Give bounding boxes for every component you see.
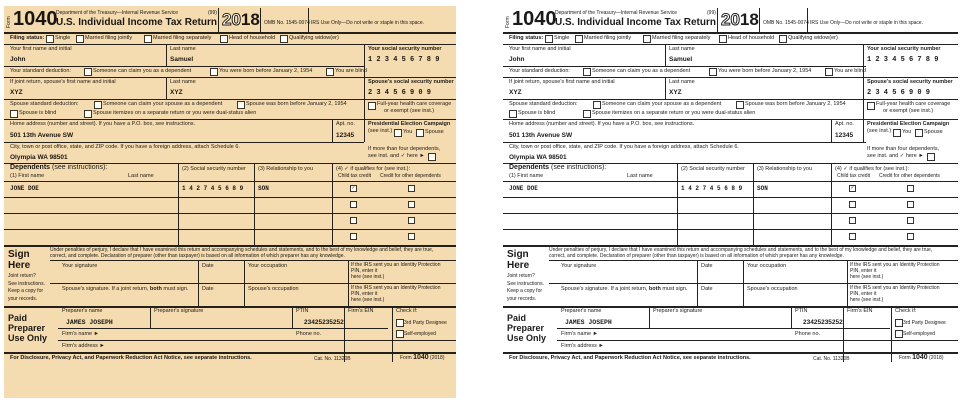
filing-status-head-household-checkbox[interactable] bbox=[220, 35, 228, 43]
third-party-label: 3rd Party Designee bbox=[404, 320, 447, 326]
dependent-label: Someone can claim you as a dependent bbox=[592, 68, 691, 74]
other-dependent-credit-checkbox[interactable] bbox=[907, 233, 914, 240]
city-label: City, town or post office, state, and ZIP code. If you have a foreign address, attach Schedule 6. bbox=[509, 144, 739, 150]
dependents-col-qualifies: (4) ✓ if qualifies for (see inst.): bbox=[336, 166, 410, 172]
perjury-statement-line1: Under penalties of perjury, I declare that I have examined this return and accompanying schedules and statements, and to the best of my knowledge and belief, they are true, bbox=[50, 247, 434, 253]
city-field[interactable]: Olympia WA 98501 bbox=[509, 154, 567, 161]
blind-label: You are blind bbox=[834, 68, 866, 74]
preparer-signature-label[interactable]: Preparer's signature bbox=[154, 308, 204, 314]
city-field[interactable]: Olympia WA 98501 bbox=[10, 154, 68, 161]
city-label: City, town or post office, state, and ZIP code. If you have a foreign address, attach Schedule 6. bbox=[10, 144, 240, 150]
tax-year: 2018 bbox=[721, 10, 759, 29]
last-name-label: Last name bbox=[669, 46, 695, 52]
campaign-spouse-checkbox[interactable] bbox=[915, 129, 923, 137]
home-address-label: Home address (number and street). If you have a P.O. box, see instructions. bbox=[509, 121, 695, 127]
blind-checkbox[interactable] bbox=[326, 68, 334, 76]
last-name-field[interactable]: Samuel bbox=[669, 56, 693, 63]
your-signature-label[interactable]: Your signature bbox=[561, 263, 597, 269]
filing-status-married-jointly-label: Married filing jointly bbox=[85, 35, 133, 41]
child-tax-credit-checkbox[interactable]: ✓ bbox=[850, 185, 855, 191]
dependents-col-other-credit: Credit for other dependents bbox=[380, 173, 441, 179]
filing-status-married-jointly-checkbox[interactable] bbox=[575, 35, 583, 43]
dependents-col-relationship: (3) Relationship to you bbox=[258, 166, 314, 172]
firm-ein-label: Firm's EIN bbox=[847, 308, 873, 314]
footer-notice: For Disclosure, Privacy Act, and Paperwork Reduction Act Notice, see separate instructions. bbox=[10, 355, 252, 361]
filing-status-single-label: Single bbox=[554, 35, 570, 41]
firm-address-label[interactable]: Firm's address ► bbox=[561, 343, 604, 349]
third-party-checkbox[interactable] bbox=[396, 319, 404, 327]
spouse-pin-note: If the IRS sent you an Identity Protection PIN, enter it here (see inst.) bbox=[351, 285, 441, 303]
spouse-date-label[interactable]: Date bbox=[701, 286, 713, 292]
born-before-label: You were born before January 2, 1954 bbox=[219, 68, 313, 74]
spouse-dependent-checkbox[interactable] bbox=[593, 101, 601, 109]
filing-status-head-household-checkbox[interactable] bbox=[719, 35, 727, 43]
filing-status-widow-checkbox[interactable] bbox=[280, 35, 288, 43]
spouse-blind-checkbox[interactable] bbox=[10, 110, 18, 118]
paid-preparer-title: Paid Preparer Use Only bbox=[8, 313, 48, 343]
child-tax-credit-checkbox[interactable]: ✓ bbox=[351, 185, 356, 191]
spouse-ssn-label: Spouse's social security number bbox=[867, 79, 953, 85]
filing-status-single-checkbox[interactable] bbox=[545, 35, 553, 43]
campaign-you-checkbox[interactable] bbox=[394, 129, 402, 137]
form-label: Form bbox=[6, 16, 12, 28]
dependents-col-first: (1) First name bbox=[10, 173, 45, 179]
dependent-label: Someone can claim you as a dependent bbox=[93, 68, 192, 74]
dependents-title: Dependents (see instructions): bbox=[10, 164, 108, 171]
other-dependent-credit-checkbox[interactable] bbox=[408, 201, 415, 208]
child-tax-credit-checkbox[interactable] bbox=[849, 201, 856, 208]
spouse-born-before-checkbox[interactable] bbox=[736, 101, 744, 109]
spouse-dependent-label: Someone can claim your spouse as a dependent bbox=[103, 101, 223, 107]
spouse-ssn-field[interactable]: 2 3 4 5 6 9 0 9 bbox=[368, 89, 432, 97]
first-name-label: Your first name and initial bbox=[509, 46, 571, 52]
home-address-field[interactable]: 501 13th Avenue SW bbox=[10, 132, 74, 139]
preparer-name-field[interactable]: JAMES JOSEPH bbox=[66, 319, 113, 326]
self-employed-label: Self-employed bbox=[404, 331, 436, 337]
more-dependents-line2: see inst. and ✓ here ► bbox=[867, 153, 924, 159]
preparer-name-label: Preparer's name bbox=[62, 308, 103, 314]
spouse-last-name-label: Last name bbox=[669, 79, 695, 85]
spouse-born-before-label: Spouse was born before January 2, 1954 bbox=[745, 101, 846, 107]
health-care-checkbox[interactable] bbox=[368, 102, 376, 110]
third-party-checkbox[interactable] bbox=[895, 319, 903, 327]
ssn-field[interactable]: 1 2 3 4 5 6 7 8 9 bbox=[368, 56, 440, 64]
spouse-signature-label[interactable]: Spouse's signature. If a joint return, both must sign. bbox=[62, 286, 189, 292]
first-name-label: Your first name and initial bbox=[10, 46, 72, 52]
form-number: 1040 bbox=[512, 8, 557, 30]
date-label[interactable]: Date bbox=[701, 263, 713, 269]
dependent-ssn-field[interactable]: 1 4 2 7 4 5 6 8 9 bbox=[681, 185, 743, 192]
apt-field[interactable]: 12345 bbox=[336, 132, 355, 139]
campaign-you-checkbox[interactable] bbox=[893, 129, 901, 137]
more-dependents-line1: If more than four dependents, bbox=[867, 146, 940, 152]
form-title: U.S. Individual Income Tax Return bbox=[555, 17, 716, 28]
spouse-itemizes-checkbox[interactable] bbox=[583, 110, 591, 118]
child-tax-credit-checkbox[interactable] bbox=[350, 201, 357, 208]
spouse-first-name-field[interactable]: XYZ bbox=[10, 89, 23, 96]
first-name-field[interactable]: John bbox=[10, 56, 26, 63]
perjury-statement-line2: correct, and complete. Declaration of preparer (other than taxpayer) is based on all information of which preparer has any knowledge. bbox=[549, 253, 844, 259]
tax-year: 2018 bbox=[222, 10, 260, 29]
phone-label[interactable]: Phone no. bbox=[795, 331, 821, 337]
spouse-occupation-label[interactable]: Spouse's occupation bbox=[747, 286, 798, 292]
campaign-inst: (see inst.) bbox=[867, 128, 892, 134]
check-if-label: Check if: bbox=[396, 308, 418, 314]
dependent-name-field[interactable]: JONE DOE bbox=[10, 185, 39, 192]
health-care-label-line1: Full-year health care coverage bbox=[377, 101, 452, 107]
firm-ein-label: Firm's EIN bbox=[348, 308, 374, 314]
self-employed-checkbox[interactable] bbox=[895, 330, 903, 338]
form-copy-left bbox=[4, 6, 456, 398]
form-number: 1040 bbox=[13, 8, 58, 30]
filing-status-married-separately-checkbox[interactable] bbox=[144, 35, 152, 43]
ssn-label: Your social security number bbox=[867, 46, 941, 52]
date-label[interactable]: Date bbox=[202, 263, 214, 269]
self-employed-checkbox[interactable] bbox=[396, 330, 404, 338]
health-care-label-line2: or exempt (see inst.) bbox=[883, 108, 934, 114]
filing-status-single-label: Single bbox=[55, 35, 71, 41]
pin-note: If the IRS sent you an Identity Protection PIN, enter it here (see inst.) bbox=[351, 262, 441, 280]
ssn-field[interactable]: 1 2 3 4 5 6 7 8 9 bbox=[867, 56, 939, 64]
your-occupation-label[interactable]: Your occupation bbox=[248, 263, 288, 269]
sign-side-note: Joint return? See instructions. Keep a copy for your records. bbox=[8, 273, 45, 302]
footer-cat-no: Cat. No. 11320B bbox=[813, 356, 850, 362]
spouse-born-before-label: Spouse was born before January 2, 1954 bbox=[246, 101, 347, 107]
sign-side-note: Joint return? See instructions. Keep a copy for your records. bbox=[507, 273, 544, 302]
spouse-name-label: If joint return, spouse's first name and initial bbox=[10, 79, 116, 85]
spouse-ssn-label: Spouse's social security number bbox=[368, 79, 454, 85]
spouse-blind-label: Spouse is blind bbox=[518, 110, 556, 116]
filing-status-head-household-label: Head of household bbox=[728, 35, 775, 41]
spouse-first-name-field[interactable]: XYZ bbox=[509, 89, 522, 96]
spouse-pin-note: If the IRS sent you an Identity Protection PIN, enter it here (see inst.) bbox=[850, 285, 940, 303]
dependent-relationship-field[interactable]: SON bbox=[757, 185, 768, 192]
dependent-name-field[interactable]: JONE DOE bbox=[509, 185, 538, 192]
first-name-field[interactable]: John bbox=[509, 56, 525, 63]
other-dependent-credit-checkbox[interactable] bbox=[907, 185, 914, 192]
other-dependent-credit-checkbox[interactable] bbox=[408, 233, 415, 240]
ptin-label: PTIN bbox=[795, 308, 808, 314]
child-tax-credit-checkbox[interactable] bbox=[350, 233, 357, 240]
filing-status-married-separately-checkbox[interactable] bbox=[643, 35, 651, 43]
dependents-col-ssn: (2) Social security number bbox=[681, 166, 745, 172]
apt-label: Apt. no. bbox=[835, 121, 854, 127]
spouse-dependent-checkbox[interactable] bbox=[94, 101, 102, 109]
dependents-title: Dependents (see instructions): bbox=[509, 164, 607, 171]
dependents-col-ssn: (2) Social security number bbox=[182, 166, 246, 172]
check-if-label: Check if: bbox=[895, 308, 917, 314]
form-code: (99) bbox=[707, 10, 716, 16]
filing-status-married-separately-label: Married filing separately bbox=[153, 35, 212, 41]
firm-name-label[interactable]: Firm's name ► bbox=[561, 331, 599, 337]
sign-here-title: Sign Here bbox=[507, 249, 530, 271]
department-line: Department of the Treasury—Internal Revenue Service bbox=[56, 10, 179, 16]
dependent-ssn-field[interactable]: 1 4 2 7 4 5 6 8 9 bbox=[182, 185, 244, 192]
spouse-last-name-label: Last name bbox=[170, 79, 196, 85]
dependents-col-last: Last name bbox=[128, 173, 154, 179]
spouse-born-before-checkbox[interactable] bbox=[237, 101, 245, 109]
spouse-blind-checkbox[interactable] bbox=[509, 110, 517, 118]
footer-notice: For Disclosure, Privacy Act, and Paperwork Reduction Act Notice, see separate instructions. bbox=[509, 355, 751, 361]
form-title: U.S. Individual Income Tax Return bbox=[56, 17, 217, 28]
spouse-last-name-field[interactable]: XYZ bbox=[170, 89, 183, 96]
your-occupation-label[interactable]: Your occupation bbox=[747, 263, 787, 269]
self-employed-label: Self-employed bbox=[903, 331, 935, 337]
born-before-checkbox[interactable] bbox=[210, 68, 218, 76]
campaign-inst: (see inst.) bbox=[368, 128, 393, 134]
dependents-col-last: Last name bbox=[627, 173, 653, 179]
child-tax-credit-checkbox[interactable] bbox=[849, 233, 856, 240]
form-copy-right bbox=[503, 6, 958, 398]
ptin-label: PTIN bbox=[296, 308, 309, 314]
perjury-statement-line2: correct, and complete. Declaration of preparer (other than taxpayer) is based on all information of which preparer has any knowledge. bbox=[50, 253, 345, 259]
ptin-field[interactable]: 23425235252 bbox=[304, 319, 344, 326]
other-dependent-credit-checkbox[interactable] bbox=[907, 201, 914, 208]
phone-label[interactable]: Phone no. bbox=[296, 331, 322, 337]
dependents-col-qualifies: (4) ✓ if qualifies for (see inst.): bbox=[835, 166, 909, 172]
spouse-itemizes-checkbox[interactable] bbox=[84, 110, 92, 118]
your-signature-label[interactable]: Your signature bbox=[62, 263, 98, 269]
footer-form: Form 1040 (2018) bbox=[400, 354, 445, 361]
spouse-dependent-label: Someone can claim your spouse as a dependent bbox=[602, 101, 722, 107]
health-care-label-line1: Full-year health care coverage bbox=[876, 101, 951, 107]
firm-address-label[interactable]: Firm's address ► bbox=[62, 343, 105, 349]
blind-checkbox[interactable] bbox=[825, 68, 833, 76]
filing-status-widow-label: Qualifying widow(er) bbox=[788, 35, 838, 41]
spouse-itemizes-label: Spouse itemizes on a separate return or you were dual-status alien bbox=[93, 110, 257, 116]
spouse-occupation-label[interactable]: Spouse's occupation bbox=[248, 286, 299, 292]
other-dependent-credit-checkbox[interactable] bbox=[408, 217, 415, 224]
form-code: (99) bbox=[208, 10, 217, 16]
filing-status-label: Filing status: bbox=[10, 35, 45, 41]
home-address-field[interactable]: 501 13th Avenue SW bbox=[509, 132, 573, 139]
more-dependents-line1: If more than four dependents, bbox=[368, 146, 441, 152]
filing-status-widow-checkbox[interactable] bbox=[779, 35, 787, 43]
dependent-checkbox[interactable] bbox=[583, 68, 591, 76]
health-care-label-line2: or exempt (see inst.) bbox=[384, 108, 435, 114]
home-address-label: Home address (number and street). If you have a P.O. box, see instructions. bbox=[10, 121, 196, 127]
child-tax-credit-checkbox[interactable] bbox=[849, 217, 856, 224]
footer-form: Form 1040 (2018) bbox=[899, 354, 944, 361]
spouse-last-name-field[interactable]: XYZ bbox=[669, 89, 682, 96]
campaign-you-label: You bbox=[902, 129, 912, 135]
filing-status-single-checkbox[interactable] bbox=[46, 35, 54, 43]
filing-status-head-household-label: Head of household bbox=[229, 35, 276, 41]
dependent-checkbox[interactable] bbox=[84, 68, 92, 76]
pin-note: If the IRS sent you an Identity Protection PIN, enter it here (see inst.) bbox=[850, 262, 940, 280]
last-name-field[interactable]: Samuel bbox=[170, 56, 194, 63]
last-name-label: Last name bbox=[170, 46, 196, 52]
apt-label: Apt. no. bbox=[336, 121, 355, 127]
dependents-col-first: (1) First name bbox=[509, 173, 544, 179]
department-line: Department of the Treasury—Internal Revenue Service bbox=[555, 10, 678, 16]
third-party-label: 3rd Party Designee bbox=[903, 320, 946, 326]
spouse-deduction-label: Spouse standard deduction: bbox=[10, 101, 79, 107]
dependents-col-child-credit: Child tax credit bbox=[338, 173, 372, 179]
child-tax-credit-checkbox[interactable] bbox=[350, 217, 357, 224]
dependents-col-child-credit: Child tax credit bbox=[837, 173, 871, 179]
apt-field[interactable]: 12345 bbox=[835, 132, 854, 139]
standard-deduction-label: Your standard deduction: bbox=[10, 68, 71, 74]
campaign-spouse-checkbox[interactable] bbox=[416, 129, 424, 137]
dependents-col-relationship: (3) Relationship to you bbox=[757, 166, 813, 172]
form-label: Form bbox=[505, 16, 511, 28]
paid-preparer-title: Paid Preparer Use Only bbox=[507, 313, 547, 343]
spouse-signature-label[interactable]: Spouse's signature. If a joint return, both must sign. bbox=[561, 286, 688, 292]
blind-label: You are blind bbox=[335, 68, 367, 74]
campaign-spouse-label: Spouse bbox=[924, 129, 943, 135]
firm-name-label[interactable]: Firm's name ► bbox=[62, 331, 100, 337]
born-before-label: You were born before January 2, 1954 bbox=[718, 68, 812, 74]
perjury-statement-line1: Under penalties of perjury, I declare that I have examined this return and accompanying schedules and statements, and to the best of my knowledge and belief, they are true, bbox=[549, 247, 933, 253]
footer-cat-no: Cat. No. 11320B bbox=[314, 356, 351, 362]
campaign-you-label: You bbox=[403, 129, 413, 135]
spouse-ssn-field[interactable]: 2 3 4 5 6 9 0 9 bbox=[867, 89, 931, 97]
ptin-field[interactable]: 23425235252 bbox=[803, 319, 843, 326]
spouse-itemizes-label: Spouse itemizes on a separate return or you were dual-status alien bbox=[592, 110, 756, 116]
campaign-title: Presidential Election Campaign bbox=[867, 121, 950, 127]
campaign-title: Presidential Election Campaign bbox=[368, 121, 451, 127]
other-dependent-credit-checkbox[interactable] bbox=[907, 217, 914, 224]
filing-status-widow-label: Qualifying widow(er) bbox=[289, 35, 339, 41]
spouse-blind-label: Spouse is blind bbox=[19, 110, 57, 116]
spouse-name-label: If joint return, spouse's first name and initial bbox=[509, 79, 615, 85]
filing-status-married-jointly-checkbox[interactable] bbox=[76, 35, 84, 43]
more-dependents-checkbox[interactable] bbox=[428, 153, 436, 161]
sign-here-title: Sign Here bbox=[8, 249, 31, 271]
dependents-col-other-credit: Credit for other dependents bbox=[879, 173, 940, 179]
dependent-relationship-field[interactable]: SON bbox=[258, 185, 269, 192]
filing-status-married-jointly-label: Married filing jointly bbox=[584, 35, 632, 41]
preparer-signature-label[interactable]: Preparer's signature bbox=[653, 308, 703, 314]
standard-deduction-label: Your standard deduction: bbox=[509, 68, 570, 74]
campaign-spouse-label: Spouse bbox=[425, 129, 444, 135]
born-before-checkbox[interactable] bbox=[709, 68, 717, 76]
filing-status-married-separately-label: Married filing separately bbox=[652, 35, 711, 41]
spouse-date-label[interactable]: Date bbox=[202, 286, 214, 292]
health-care-checkbox[interactable] bbox=[867, 102, 875, 110]
preparer-name-field[interactable]: JAMES JOSEPH bbox=[565, 319, 612, 326]
other-dependent-credit-checkbox[interactable] bbox=[408, 185, 415, 192]
more-dependents-line2: see inst. and ✓ here ► bbox=[368, 153, 425, 159]
more-dependents-checkbox[interactable] bbox=[927, 153, 935, 161]
omb-number: OMB No. 1545-0074 bbox=[264, 20, 310, 26]
spouse-deduction-label: Spouse standard deduction: bbox=[509, 101, 578, 107]
filing-status-label: Filing status: bbox=[509, 35, 544, 41]
ssn-label: Your social security number bbox=[368, 46, 442, 52]
irs-use-only: IRS Use Only—Do not write or staple in this space. bbox=[311, 20, 425, 26]
irs-use-only: IRS Use Only—Do not write or staple in this space. bbox=[810, 20, 924, 26]
preparer-name-label: Preparer's name bbox=[561, 308, 602, 314]
omb-number: OMB No. 1545-0074 bbox=[763, 20, 809, 26]
